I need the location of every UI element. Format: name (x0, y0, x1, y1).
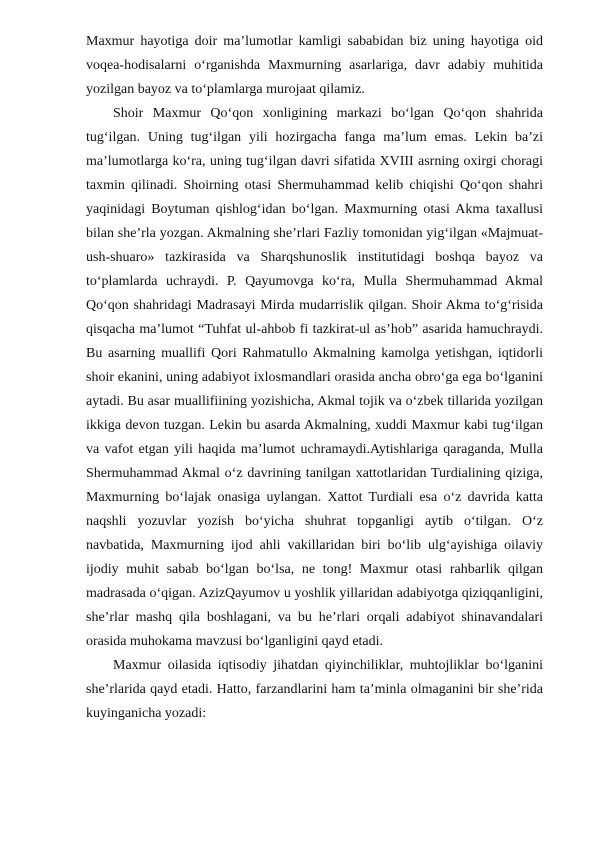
paragraph-hardships: Maxmur oilasida iqtisodiy jihatdan qiyinchiliklar, muhtojliklar bo‘lganini she’rlarida qayd etadi. Hatto, farzandlarini ham ta’minla olmaganini bir she’rida kuyinganicha yozadi: (86, 658, 543, 721)
document-page (86, 30, 543, 726)
paragraph-intro: Maxmur hayotiga doir ma’lumotlar kamligi sababidan biz uning hayotiga oid voqea-hodisalarni o‘rganishda Maxmurning asarlariga, davr adabiy muhitida yozilgan bayoz va to‘plamlarga murojaat qilamiz. (86, 34, 543, 97)
paragraph-biography: Shoir Maxmur Qo‘qon xonligining markazi bo‘lgan Qo‘qon shahrida tug‘ilgan. Uning tug‘ilgan yili hozirgacha fanga ma’lum emas. Lekin ba’zi ma’lumotlarga ko‘ra, uning tug‘ilgan davri sifatida XVIII asrning oxirgi choragi taxmin qilinadi. Shoirning otasi Shermuhammad kelib chiqishi Qo‘qon shahri yaqinidagi Boytuman qishlog‘idan bo‘lgan. Maxmurning otasi Akma taxallusi bilan she’rla yozgan. Akmalning she’rlari Fazliy tomonidan yig‘ilgan «Majmuat-ush-shuaro» tazkirasida va Sharqshunoslik institutidagi boshqa bayoz va to‘plamlarda uchraydi. P. Qayumovga ko‘ra, Mulla Shermuhammad Akmal Qo‘qon shahridagi Madrasayi Mirda mudarrislik qilgan. Shoir Akma to‘g‘risida qisqacha ma’lumot “Tuhfat ul-ahbob fi tazkirat-ul as’hob” asarida hamuchraydi. Bu asarning muallifi Qori Rahmatullo Akmalning kamolga yetishgan, iqtidorli shoir ekanini, uning adabiyot ixlosmandlari orasida ancha obro‘ga ega bo‘lganini aytadi. Bu asar muallifiining yozishicha, Akmal tojik va o‘zbek tillarida yozilgan ikkiga devon tuzgan. Lekin bu asarda Akmalning, xuddi Maxmur kabi tug‘ilgan va vafot etgan yili haqida ma’lumot uchramaydi.Aytishlariga qaraganda, Mulla Shermuhammad Akmal o‘z davrining tanilgan xattotlaridan Turdialining qiziga, Maxmurning bo‘lajak onasiga uylangan. Xattot Turdiali esa o‘z davrida katta naqshli yozuvlar yozish bo‘yicha shuhrat topganligi aytib o‘tilgan. O‘z navbatida, Maxmurning ijod ahli vakillaridan biri bo‘lib ulg‘ayishiga oilaviy ijodiy muhit sabab bo‘lgan bo‘lsa, ne tong! Maxmur otasi rahbarlik qilgan madrasada o‘qigan. AzizQayumov u yoshlik yillaridan adabiyotga qiziqqanligini, she’rlar mashq qila boshlagani, va bu he’rlari orqali adabiyot shinavandalari orasida muhokama mavzusi bo‘lganligini qayd etadi. (86, 106, 543, 649)
